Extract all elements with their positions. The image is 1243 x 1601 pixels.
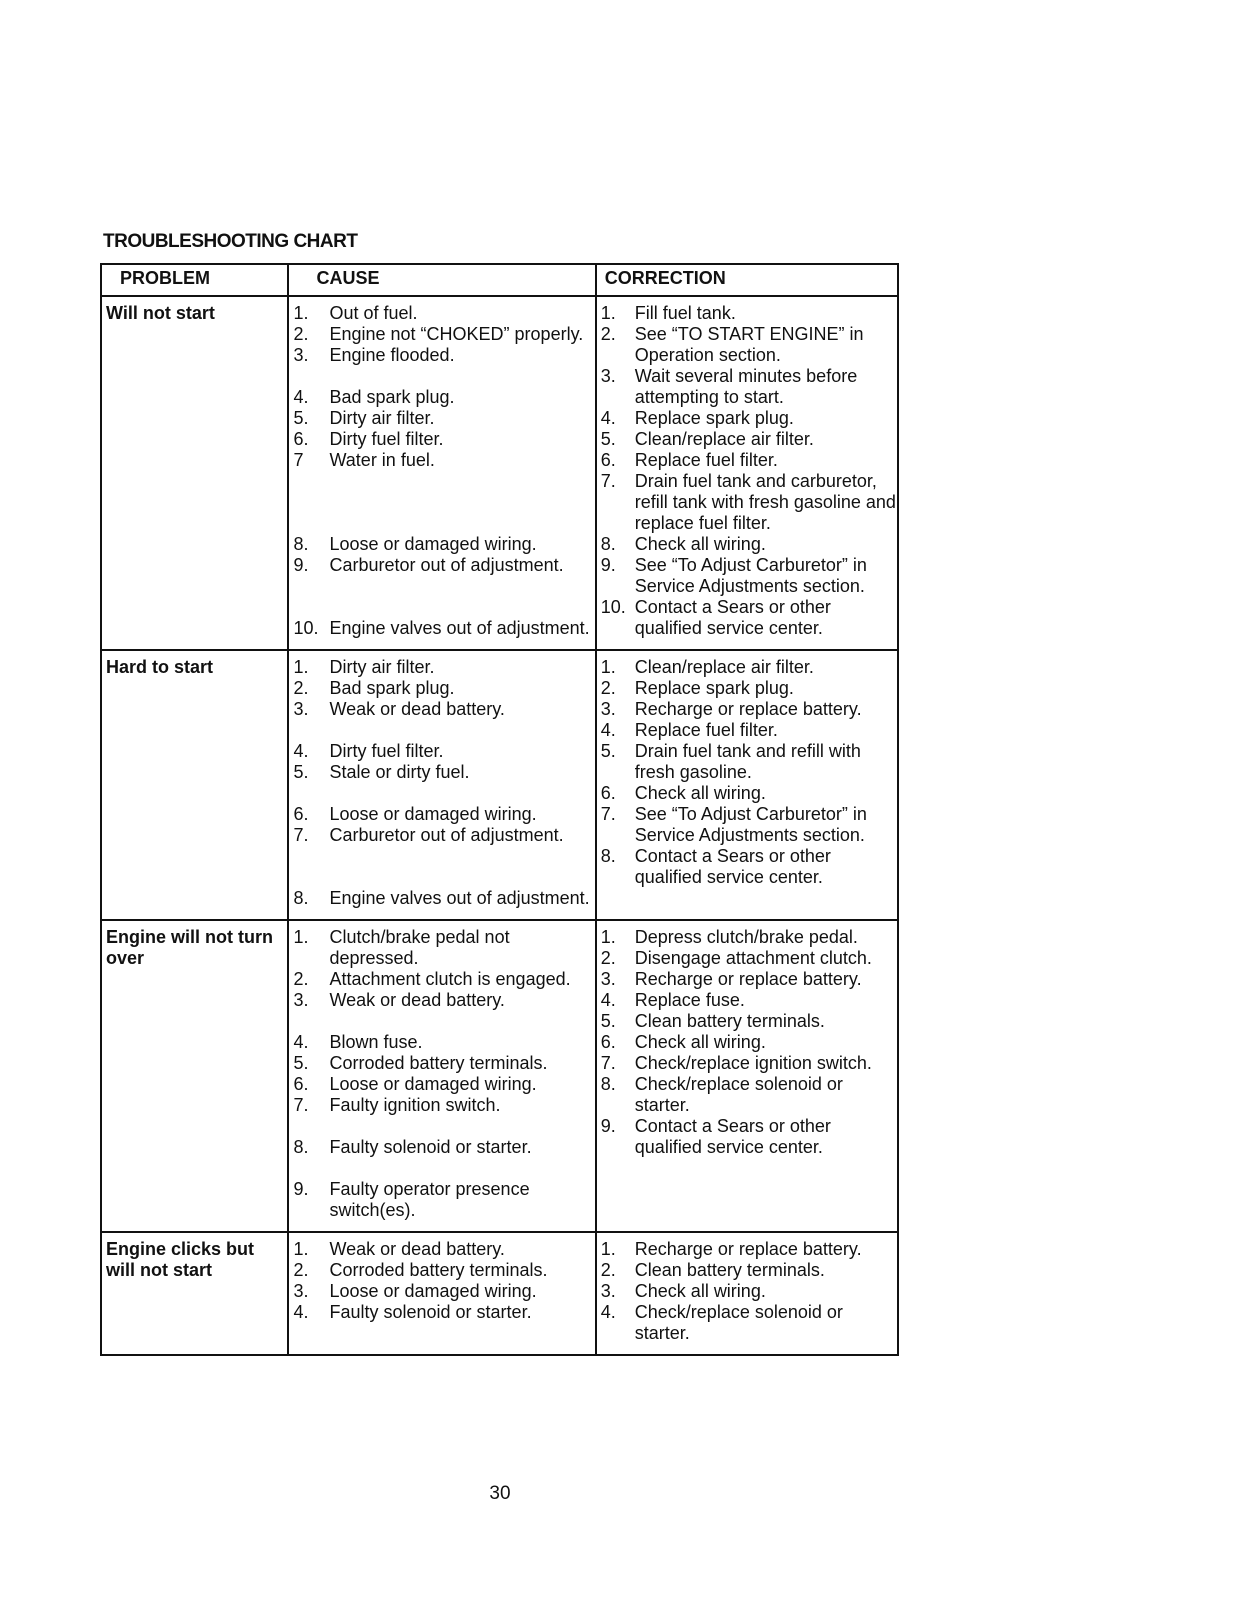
cause-item — [293, 678, 594, 699]
cause-cell — [288, 1232, 595, 1355]
item-text: Check all wiring. — [634, 1032, 766, 1052]
item-text: Dirty fuel filter. — [329, 741, 444, 761]
item-text: Replace spark plug. — [634, 408, 794, 428]
item-text: Disengage attachment clutch. — [634, 948, 872, 968]
item-number: 2. — [600, 678, 616, 698]
cause-item — [293, 1032, 594, 1053]
item-text: Stale or dirty fuel. — [329, 762, 470, 782]
causes-list — [289, 921, 594, 1231]
item-number: 3. — [600, 969, 616, 989]
correction-item — [601, 1281, 897, 1302]
cause-cell — [288, 650, 595, 920]
item-text: Water in fuel. — [329, 450, 435, 470]
correction-item — [601, 1239, 897, 1260]
item-text: Replace fuel filter. — [634, 450, 778, 470]
correction-item — [601, 783, 897, 804]
item-text: Bad spark plug. — [329, 678, 455, 698]
corrections-list — [597, 297, 897, 649]
item-number: 1. — [293, 657, 309, 677]
cause-item — [293, 324, 594, 345]
item-text: Weak or dead battery. — [329, 699, 505, 719]
causes-list — [289, 1233, 594, 1333]
item-number: 2. — [600, 1260, 616, 1280]
cause-item — [293, 1239, 594, 1260]
item-text: Contact a Sears or other qualified service center. — [634, 597, 831, 638]
header-correction: CORRECTION — [596, 264, 898, 296]
item-number: 10. — [293, 618, 319, 638]
item-text: See “TO START ENGINE” in Operation section. — [634, 324, 864, 365]
item-number: 1. — [293, 927, 309, 947]
cause-item — [293, 1074, 594, 1095]
item-number: 7. — [293, 825, 309, 845]
item-number: 5. — [293, 762, 309, 782]
correction-item — [601, 1260, 897, 1281]
item-number: 4. — [293, 1302, 309, 1322]
correction-item — [601, 597, 897, 639]
item-number: 7 — [293, 450, 304, 470]
correction-cell — [596, 296, 898, 650]
item-number: 8. — [600, 1074, 616, 1094]
item-text: Fill fuel tank. — [634, 303, 736, 323]
item-text: Clean battery terminals. — [634, 1011, 825, 1031]
item-text: Recharge or replace battery. — [634, 1239, 862, 1259]
correction-item — [601, 1074, 897, 1116]
correction-item — [601, 1302, 897, 1344]
table-row — [101, 1232, 898, 1355]
correction-item — [601, 678, 897, 699]
item-number: 2. — [293, 969, 309, 989]
item-number: 8. — [293, 888, 309, 908]
cause-item — [293, 741, 594, 762]
item-text: Clutch/brake pedal not depressed. — [329, 927, 510, 968]
item-text: Bad spark plug. — [329, 387, 455, 407]
cause-item — [293, 804, 594, 825]
item-text: Engine valves out of adjustment. — [329, 618, 590, 638]
item-text: Check all wiring. — [634, 1281, 766, 1301]
table-row — [101, 650, 898, 920]
item-number: 3. — [600, 366, 616, 386]
header-cause: CAUSE — [288, 264, 595, 296]
item-number: 7. — [600, 471, 616, 491]
correction-item — [601, 657, 897, 678]
item-number: 6. — [600, 450, 616, 470]
correction-item — [601, 846, 897, 888]
item-text: Loose or damaged wiring. — [329, 804, 537, 824]
correction-item — [601, 948, 897, 969]
item-number: 3. — [293, 1281, 309, 1301]
cause-item — [293, 927, 594, 969]
item-text: Faulty solenoid or starter. — [329, 1137, 532, 1157]
item-number: 3. — [293, 345, 309, 365]
correction-item — [601, 471, 897, 534]
item-number: 9. — [600, 1116, 616, 1136]
cause-item — [293, 534, 594, 555]
problem-cell: Hard to start — [101, 650, 288, 920]
item-number: 9. — [600, 555, 616, 575]
item-number: 3. — [293, 699, 309, 719]
item-text: Loose or damaged wiring. — [329, 1281, 537, 1301]
cause-item — [293, 969, 594, 990]
item-text: Recharge or replace battery. — [634, 969, 862, 989]
cause-item — [293, 990, 594, 1011]
item-number: 4. — [293, 1032, 309, 1052]
correction-item — [601, 804, 897, 846]
item-number: 4. — [293, 741, 309, 761]
cause-cell — [288, 920, 595, 1232]
cause-item — [293, 450, 594, 471]
table-row — [101, 920, 898, 1232]
item-number: 2. — [293, 324, 309, 344]
item-number: 2. — [293, 678, 309, 698]
correction-item — [601, 927, 897, 948]
item-text: Replace fuse. — [634, 990, 745, 1010]
table-body — [101, 296, 898, 1355]
page-title: TROUBLESHOOTING CHART — [103, 231, 358, 252]
item-text: Check all wiring. — [634, 534, 766, 554]
item-text: Dirty air filter. — [329, 657, 435, 677]
correction-cell — [596, 650, 898, 920]
cause-item — [293, 408, 594, 429]
item-number: 5. — [600, 1011, 616, 1031]
corrections-list — [597, 1233, 897, 1354]
item-text: Check/replace solenoid or starter. — [634, 1074, 843, 1115]
item-number: 6. — [600, 1032, 616, 1052]
item-number: 5. — [293, 1053, 309, 1073]
troubleshooting-table — [100, 263, 899, 1356]
item-number: 4. — [600, 720, 616, 740]
cause-item — [293, 555, 594, 576]
item-text: Check/replace ignition switch. — [634, 1053, 872, 1073]
item-number: 1. — [600, 657, 616, 677]
item-number: 6. — [293, 1074, 309, 1094]
item-text: Replace fuel filter. — [634, 720, 778, 740]
item-text: Check all wiring. — [634, 783, 766, 803]
item-text: Dirty fuel filter. — [329, 429, 444, 449]
item-number: 7. — [293, 1095, 309, 1115]
correction-item — [601, 555, 897, 597]
cause-item — [293, 1137, 594, 1158]
item-text: Engine not “CHOKED” properly. — [329, 324, 584, 344]
item-text: Drain fuel tank and carburetor, refill tank with fresh gasoline and replace fuel filter. — [634, 471, 896, 533]
item-number: 4. — [600, 408, 616, 428]
item-text: See “To Adjust Carburetor” in Service Adjustments section. — [634, 804, 867, 845]
table-row — [101, 296, 898, 650]
item-text: Clean/replace air filter. — [634, 429, 814, 449]
cause-item — [293, 429, 594, 450]
item-number: 3. — [600, 1281, 616, 1301]
page-number: 30 — [489, 1483, 511, 1504]
item-number: 6. — [600, 783, 616, 803]
item-number: 6. — [293, 804, 309, 824]
item-text: Corroded battery terminals. — [329, 1053, 548, 1073]
item-text: Carburetor out of adjustment. — [329, 825, 564, 845]
item-text: Check/replace solenoid or starter. — [634, 1302, 843, 1343]
correction-item — [601, 741, 897, 783]
item-number: 2. — [600, 948, 616, 968]
cause-cell — [288, 296, 595, 650]
cause-item — [293, 1302, 594, 1323]
item-number: 8. — [293, 534, 309, 554]
item-text: Corroded battery terminals. — [329, 1260, 548, 1280]
item-text: Clean battery terminals. — [634, 1260, 825, 1280]
item-number: 8. — [600, 846, 616, 866]
cause-item — [293, 1053, 594, 1074]
correction-item — [601, 1053, 897, 1074]
item-text: Weak or dead battery. — [329, 990, 505, 1010]
item-text: Engine flooded. — [329, 345, 455, 365]
item-text: Contact a Sears or other qualified service center. — [634, 846, 831, 887]
correction-item — [601, 534, 897, 555]
cause-item — [293, 618, 594, 639]
item-number: 5. — [600, 429, 616, 449]
correction-item — [601, 324, 897, 366]
item-number: 9. — [293, 555, 309, 575]
item-text: Loose or damaged wiring. — [329, 1074, 537, 1094]
correction-item — [601, 303, 897, 324]
problem-cell: Will not start — [101, 296, 288, 650]
item-text: Faulty solenoid or starter. — [329, 1302, 532, 1322]
item-text: Faulty operator presence switch(es). — [329, 1179, 530, 1220]
header-problem: PROBLEM — [101, 264, 288, 296]
correction-item — [601, 366, 897, 408]
correction-item — [601, 450, 897, 471]
item-number: 8. — [600, 534, 616, 554]
correction-item — [601, 1011, 897, 1032]
item-number: 7. — [600, 1053, 616, 1073]
cause-item — [293, 888, 594, 909]
item-text: Out of fuel. — [329, 303, 418, 323]
item-number: 10. — [600, 597, 626, 617]
item-text: Depress clutch/brake pedal. — [634, 927, 858, 947]
item-number: 3. — [293, 990, 309, 1010]
cause-item — [293, 657, 594, 678]
cause-item — [293, 762, 594, 783]
causes-list — [289, 651, 594, 919]
item-number: 1. — [293, 303, 309, 323]
item-text: Dirty air filter. — [329, 408, 435, 428]
item-text: Faulty ignition switch. — [329, 1095, 501, 1115]
correction-item — [601, 408, 897, 429]
correction-item — [601, 699, 897, 720]
cause-item — [293, 825, 594, 846]
cause-item — [293, 699, 594, 720]
item-number: 5. — [293, 408, 309, 428]
item-text: See “To Adjust Carburetor” in Service Adjustments section. — [634, 555, 867, 596]
correction-item — [601, 1032, 897, 1053]
item-text: Replace spark plug. — [634, 678, 794, 698]
cause-item — [293, 345, 594, 366]
item-number: 4. — [600, 1302, 616, 1322]
item-text: Blown fuse. — [329, 1032, 423, 1052]
corrections-list — [597, 651, 897, 898]
table-header-row — [101, 264, 898, 296]
item-number: 4. — [600, 990, 616, 1010]
item-number: 5. — [600, 741, 616, 761]
item-text: Attachment clutch is engaged. — [329, 969, 571, 989]
item-text: Clean/replace air filter. — [634, 657, 814, 677]
item-number: 3. — [600, 699, 616, 719]
cause-item — [293, 1260, 594, 1281]
item-number: 1. — [600, 303, 616, 323]
causes-list — [289, 297, 594, 649]
correction-cell — [596, 920, 898, 1232]
corrections-list — [597, 921, 897, 1168]
item-number: 1. — [293, 1239, 309, 1259]
cause-item — [293, 1095, 594, 1116]
item-number: 6. — [293, 429, 309, 449]
problem-cell: Engine will not turn over — [101, 920, 288, 1232]
item-text: Loose or damaged wiring. — [329, 534, 537, 554]
item-number: 2. — [600, 324, 616, 344]
cause-item — [293, 1179, 594, 1221]
item-text: Recharge or replace battery. — [634, 699, 862, 719]
item-number: 9. — [293, 1179, 309, 1199]
cause-item — [293, 387, 594, 408]
problem-cell: Engine clicks but will not start — [101, 1232, 288, 1355]
item-text: Wait several minutes before attempting to start. — [634, 366, 858, 407]
item-text: Contact a Sears or other qualified service center. — [634, 1116, 831, 1157]
correction-cell — [596, 1232, 898, 1355]
item-number: 7. — [600, 804, 616, 824]
cause-item — [293, 1281, 594, 1302]
correction-item — [601, 969, 897, 990]
item-number: 4. — [293, 387, 309, 407]
correction-item — [601, 990, 897, 1011]
item-number: 1. — [600, 927, 616, 947]
item-text: Drain fuel tank and refill with fresh gasoline. — [634, 741, 861, 782]
cause-item — [293, 303, 594, 324]
item-number: 1. — [600, 1239, 616, 1259]
correction-item — [601, 1116, 897, 1158]
item-number: 8. — [293, 1137, 309, 1157]
item-text: Weak or dead battery. — [329, 1239, 505, 1259]
item-text: Engine valves out of adjustment. — [329, 888, 590, 908]
correction-item — [601, 720, 897, 741]
item-number: 2. — [293, 1260, 309, 1280]
item-text: Carburetor out of adjustment. — [329, 555, 564, 575]
correction-item — [601, 429, 897, 450]
